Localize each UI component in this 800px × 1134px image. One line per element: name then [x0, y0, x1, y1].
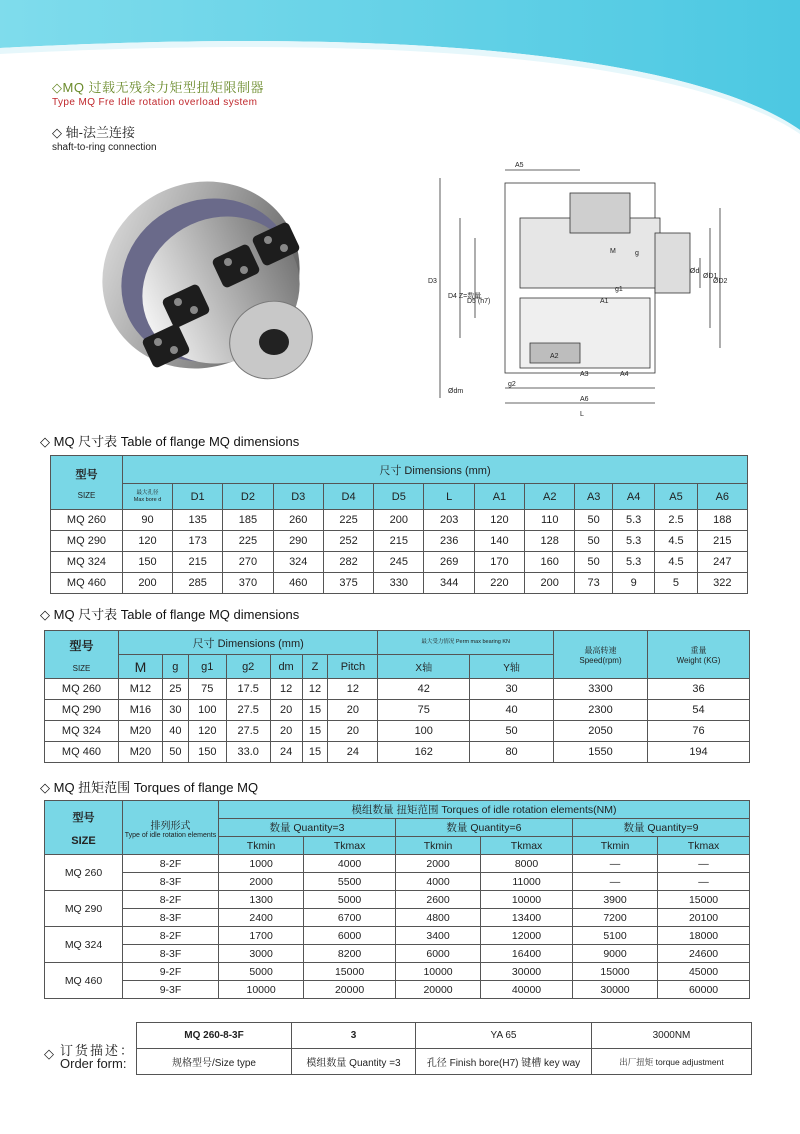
tkmin-header: Tkmin: [219, 837, 304, 855]
value-cell: 100: [378, 721, 470, 742]
value-cell: 220: [474, 573, 524, 594]
type-cell: 8-3F: [123, 945, 219, 963]
speed-header: 最高转速 Speed(rpm): [554, 631, 648, 679]
weight-cell: 54: [648, 700, 750, 721]
torque-cell: 5100: [572, 927, 657, 945]
order-size-caption: 规格型号/Size type: [137, 1049, 292, 1075]
torque-cell: 6700: [304, 909, 396, 927]
torque-cell: 15000: [572, 963, 657, 981]
label-D5: D5 (h7): [467, 298, 491, 305]
value-cell: 200: [374, 510, 424, 531]
value-cell: 15: [302, 700, 328, 721]
torque-cell: 3000: [219, 945, 304, 963]
value-cell: 20: [328, 700, 378, 721]
torque-cell: 40000: [481, 981, 573, 999]
value-cell: 370: [223, 573, 273, 594]
torque-cell: —: [572, 873, 657, 891]
col-header-2: g1: [188, 655, 226, 679]
label-g1: g1: [615, 286, 623, 293]
col-header-d5: D5: [374, 484, 424, 510]
torque-cell: 18000: [658, 927, 750, 945]
torque-cell: 12000: [481, 927, 573, 945]
section-heading: ◇ 轴-法兰连接: [52, 125, 135, 140]
torque-cell: 5000: [304, 891, 396, 909]
value-cell: 50: [575, 552, 613, 573]
order-form-table: [136, 1022, 752, 1075]
value-cell: 75: [378, 700, 470, 721]
label-Od: Ød: [690, 268, 700, 275]
bearing-group-header: 最大受力情况 Perm max bearing KN: [378, 631, 554, 655]
value-cell: 460: [273, 573, 323, 594]
value-cell: 12: [302, 679, 328, 700]
table-row: [45, 679, 750, 700]
size-cell: MQ 290: [45, 700, 119, 721]
value-cell: 324: [273, 552, 323, 573]
torque-cell: 5500: [304, 873, 396, 891]
col-header-d2: D2: [223, 484, 273, 510]
order-quantity-value: 3: [292, 1023, 416, 1049]
value-cell: 110: [525, 510, 575, 531]
value-cell: 225: [323, 510, 373, 531]
value-cell: 247: [697, 552, 747, 573]
arrangement-header: 排列形式 Type of idle rotation elements: [123, 801, 219, 855]
table-row: [45, 945, 750, 963]
value-cell: M16: [119, 700, 163, 721]
value-cell: 128: [525, 531, 575, 552]
torque-cell: 30000: [572, 981, 657, 999]
value-cell: 185: [223, 510, 273, 531]
page-subtitle: Type MQ Fre Idle rotation overload system: [52, 97, 258, 108]
torque-cell: 4000: [304, 855, 396, 873]
value-cell: 215: [374, 531, 424, 552]
label-g: g: [635, 250, 639, 257]
torque-cell: —: [572, 855, 657, 873]
table1-title: ◇ MQ 尺寸表 Table of flange MQ dimensions: [40, 434, 300, 449]
page-title: ◇MQ 过载无残余力矩型扭矩限制器: [52, 80, 265, 95]
value-cell: 344: [424, 573, 474, 594]
tkmax-header: Tkmax: [304, 837, 396, 855]
col-header-a1: A1: [474, 484, 524, 510]
size-cell: MQ 290: [45, 891, 123, 927]
value-cell: 375: [323, 573, 373, 594]
value-cell: 252: [323, 531, 373, 552]
value-cell: 5.3: [612, 531, 654, 552]
label-OD1: ØD1: [703, 273, 718, 280]
value-cell: 225: [223, 531, 273, 552]
torque-cell: 2000: [395, 855, 480, 873]
weight-cell: 36: [648, 679, 750, 700]
type-cell: 8-2F: [123, 891, 219, 909]
type-cell: 8-3F: [123, 873, 219, 891]
value-cell: 285: [173, 573, 223, 594]
table-row: [45, 963, 750, 981]
value-cell: 120: [474, 510, 524, 531]
value-cell: 135: [173, 510, 223, 531]
product-photo: [96, 170, 346, 400]
value-cell: 330: [374, 573, 424, 594]
value-cell: 30: [162, 700, 188, 721]
label-A6: A6: [580, 396, 589, 403]
value-cell: 40: [162, 721, 188, 742]
col-header-a3: A3: [575, 484, 613, 510]
value-cell: 200: [525, 573, 575, 594]
value-cell: 4.5: [655, 552, 697, 573]
torque-cell: 3400: [395, 927, 480, 945]
dimensions-table-1: [50, 455, 748, 594]
size-cell: MQ 260: [45, 855, 123, 891]
order-bore-caption: 孔径 Finish bore(H7) 键槽 key way: [416, 1049, 592, 1075]
torque-cell: 1000: [219, 855, 304, 873]
torque-cell: 1300: [219, 891, 304, 909]
tkmax-header: Tkmax: [481, 837, 573, 855]
label-A2: A2: [550, 353, 559, 360]
torque-table: [44, 800, 750, 999]
dimensions-table-2: [44, 630, 750, 763]
value-cell: 150: [123, 552, 173, 573]
col-header-7: X轴: [378, 655, 470, 679]
dimensions-group-header: 尺寸 Dimensions (mm): [123, 456, 748, 484]
speed-cell: 3300: [554, 679, 648, 700]
label-D3: D3: [428, 278, 437, 285]
torque-cell: 2400: [219, 909, 304, 927]
value-cell: 160: [525, 552, 575, 573]
torque-cell: 10000: [395, 963, 480, 981]
torque-cell: 10000: [219, 981, 304, 999]
size-cell: MQ 460: [45, 742, 119, 763]
value-cell: 24: [270, 742, 302, 763]
value-cell: 27.5: [226, 700, 270, 721]
value-cell: 50: [162, 742, 188, 763]
value-cell: 12: [270, 679, 302, 700]
value-cell: M20: [119, 721, 163, 742]
table-row: [45, 855, 750, 873]
value-cell: 120: [188, 721, 226, 742]
torque-cell: 5000: [219, 963, 304, 981]
torque-cell: 15000: [658, 891, 750, 909]
speed-cell: 2050: [554, 721, 648, 742]
torque-cell: 8200: [304, 945, 396, 963]
table-row: [45, 742, 750, 763]
torque-cell: —: [658, 855, 750, 873]
order-torque-caption: 出厂扭矩 torque adjustment: [592, 1049, 752, 1075]
value-cell: 4.5: [655, 531, 697, 552]
type-cell: 9-3F: [123, 981, 219, 999]
model-header: 型号 SIZE: [51, 456, 123, 510]
value-cell: 140: [474, 531, 524, 552]
value-cell: 200: [123, 573, 173, 594]
col-header-d4: D4: [323, 484, 373, 510]
weight-header: 重量 Weight (KG): [648, 631, 750, 679]
value-cell: 170: [474, 552, 524, 573]
torque-cell: 7200: [572, 909, 657, 927]
col-header-a5: A5: [655, 484, 697, 510]
value-cell: 33.0: [226, 742, 270, 763]
dimensions-group-header: 尺寸 Dimensions (mm): [119, 631, 378, 655]
value-cell: 80: [470, 742, 554, 763]
value-cell: 90: [123, 510, 173, 531]
col-header-a2: A2: [525, 484, 575, 510]
label-D4: D4 Z=数量: [448, 293, 482, 300]
value-cell: 50: [470, 721, 554, 742]
order-label-cn: 订货描述：: [60, 1043, 136, 1058]
value-cell: 162: [378, 742, 470, 763]
torque-cell: 45000: [658, 963, 750, 981]
value-cell: 25: [162, 679, 188, 700]
order-diamond-icon: ◇: [44, 1046, 54, 1061]
torque-cell: 60000: [658, 981, 750, 999]
table-row: [45, 927, 750, 945]
value-cell: 215: [697, 531, 747, 552]
col-header-6: Pitch: [328, 655, 378, 679]
value-cell: 269: [424, 552, 474, 573]
size-cell: MQ 460: [51, 573, 123, 594]
value-cell: 9: [612, 573, 654, 594]
table-row: [51, 552, 748, 573]
torque-cell: 24600: [658, 945, 750, 963]
value-cell: 5.3: [612, 552, 654, 573]
value-cell: 24: [328, 742, 378, 763]
value-cell: 203: [424, 510, 474, 531]
tkmax-header: Tkmax: [658, 837, 750, 855]
table-row: [51, 573, 748, 594]
order-size-value: MQ 260-8-3F: [137, 1023, 292, 1049]
size-cell: MQ 260: [45, 679, 119, 700]
value-cell: 42: [378, 679, 470, 700]
col-header-a6: A6: [697, 484, 747, 510]
table-row: [45, 873, 750, 891]
col-header-d3: D3: [273, 484, 323, 510]
torque-cell: 11000: [481, 873, 573, 891]
table-row: [51, 510, 748, 531]
value-cell: 15: [302, 721, 328, 742]
label-A1: A1: [600, 298, 609, 305]
order-bore-value: YA 65: [416, 1023, 592, 1049]
torque-cell: 2000: [219, 873, 304, 891]
tkmin-header: Tkmin: [395, 837, 480, 855]
label-OD2: ØD2: [713, 278, 728, 285]
section-subheading: shaft-to-ring connection: [52, 142, 157, 153]
technical-drawing: [420, 158, 730, 423]
tkmin-header: Tkmin: [572, 837, 657, 855]
value-cell: 188: [697, 510, 747, 531]
weight-cell: 76: [648, 721, 750, 742]
order-label-en: Order form:: [60, 1056, 127, 1071]
col-header-4: dm: [270, 655, 302, 679]
torque-cell: 13400: [481, 909, 573, 927]
value-cell: 120: [123, 531, 173, 552]
value-cell: 270: [223, 552, 273, 573]
type-cell: 8-3F: [123, 909, 219, 927]
col-header-0: M: [119, 655, 163, 679]
table-row: [45, 981, 750, 999]
size-cell: MQ 290: [51, 531, 123, 552]
value-cell: M12: [119, 679, 163, 700]
order-quantity-caption: 模组数量 Quantity =3: [292, 1049, 416, 1075]
table-row: [45, 909, 750, 927]
table-row: [51, 531, 748, 552]
size-cell: MQ 324: [51, 552, 123, 573]
col-header-l: L: [424, 484, 474, 510]
quantity-9-header: 数量 Quantity=9: [572, 819, 749, 837]
type-cell: 9-2F: [123, 963, 219, 981]
torque-cell: 16400: [481, 945, 573, 963]
size-cell: MQ 324: [45, 721, 119, 742]
torque-cell: —: [658, 873, 750, 891]
value-cell: 5: [655, 573, 697, 594]
torque-cell: 2600: [395, 891, 480, 909]
torque-group-header: 模组数量 扭矩范围 Torques of idle rotation elements(NM): [219, 801, 750, 819]
torque-cell: 20000: [395, 981, 480, 999]
value-cell: 73: [575, 573, 613, 594]
col-header-5: Z: [302, 655, 328, 679]
label-A4: A4: [620, 371, 629, 378]
label-A5: A5: [515, 162, 524, 169]
value-cell: 17.5: [226, 679, 270, 700]
model-header: 型号 SIZE: [45, 801, 123, 855]
table-row: [45, 891, 750, 909]
col-header-d1: D1: [173, 484, 223, 510]
value-cell: M20: [119, 742, 163, 763]
quantity-3-header: 数量 Quantity=3: [219, 819, 396, 837]
value-cell: 75: [188, 679, 226, 700]
value-cell: 322: [697, 573, 747, 594]
size-cell: MQ 260: [51, 510, 123, 531]
label-A3: A3: [580, 371, 589, 378]
col-header-1: g: [162, 655, 188, 679]
table3-title: ◇ MQ 扭矩范围 Torques of flange MQ: [40, 780, 259, 795]
torque-cell: 4000: [395, 873, 480, 891]
torque-cell: 9000: [572, 945, 657, 963]
value-cell: 215: [173, 552, 223, 573]
value-cell: 245: [374, 552, 424, 573]
torque-cell: 8000: [481, 855, 573, 873]
value-cell: 15: [302, 742, 328, 763]
table2-title: ◇ MQ 尺寸表 Table of flange MQ dimensions: [40, 607, 300, 622]
value-cell: 150: [188, 742, 226, 763]
value-cell: 260: [273, 510, 323, 531]
col-header-3: g2: [226, 655, 270, 679]
value-cell: 20: [270, 721, 302, 742]
value-cell: 20: [328, 721, 378, 742]
speed-cell: 2300: [554, 700, 648, 721]
size-cell: MQ 460: [45, 963, 123, 999]
torque-cell: 4800: [395, 909, 480, 927]
col-header-a4: A4: [612, 484, 654, 510]
torque-cell: 10000: [481, 891, 573, 909]
value-cell: 50: [575, 531, 613, 552]
torque-cell: 15000: [304, 963, 396, 981]
torque-cell: 30000: [481, 963, 573, 981]
value-cell: 27.5: [226, 721, 270, 742]
label-M: M: [610, 248, 616, 255]
type-cell: 8-2F: [123, 855, 219, 873]
torque-cell: 3900: [572, 891, 657, 909]
value-cell: 5.3: [612, 510, 654, 531]
speed-cell: 1550: [554, 742, 648, 763]
value-cell: 236: [424, 531, 474, 552]
col-header-8: Y轴: [470, 655, 554, 679]
value-cell: 50: [575, 510, 613, 531]
torque-cell: 6000: [395, 945, 480, 963]
value-cell: 290: [273, 531, 323, 552]
value-cell: 40: [470, 700, 554, 721]
label-L: L: [580, 411, 584, 418]
size-cell: MQ 324: [45, 927, 123, 963]
torque-cell: 1700: [219, 927, 304, 945]
torque-cell: 20100: [658, 909, 750, 927]
value-cell: 282: [323, 552, 373, 573]
quantity-6-header: 数量 Quantity=6: [395, 819, 572, 837]
label-Odm: Ødm: [448, 388, 464, 395]
value-cell: 173: [173, 531, 223, 552]
table-row: [45, 721, 750, 742]
value-cell: 2.5: [655, 510, 697, 531]
torque-cell: 6000: [304, 927, 396, 945]
model-header: 型号 SIZE: [45, 631, 119, 679]
order-torque-value: 3000NM: [592, 1023, 752, 1049]
torque-cell: 20000: [304, 981, 396, 999]
value-cell: 30: [470, 679, 554, 700]
value-cell: 12: [328, 679, 378, 700]
type-cell: 8-2F: [123, 927, 219, 945]
value-cell: 100: [188, 700, 226, 721]
label-g2: g2: [508, 381, 516, 388]
weight-cell: 194: [648, 742, 750, 763]
max-bore-header: 最大孔径 Max bore d: [123, 484, 173, 510]
value-cell: 20: [270, 700, 302, 721]
table-row: [45, 700, 750, 721]
